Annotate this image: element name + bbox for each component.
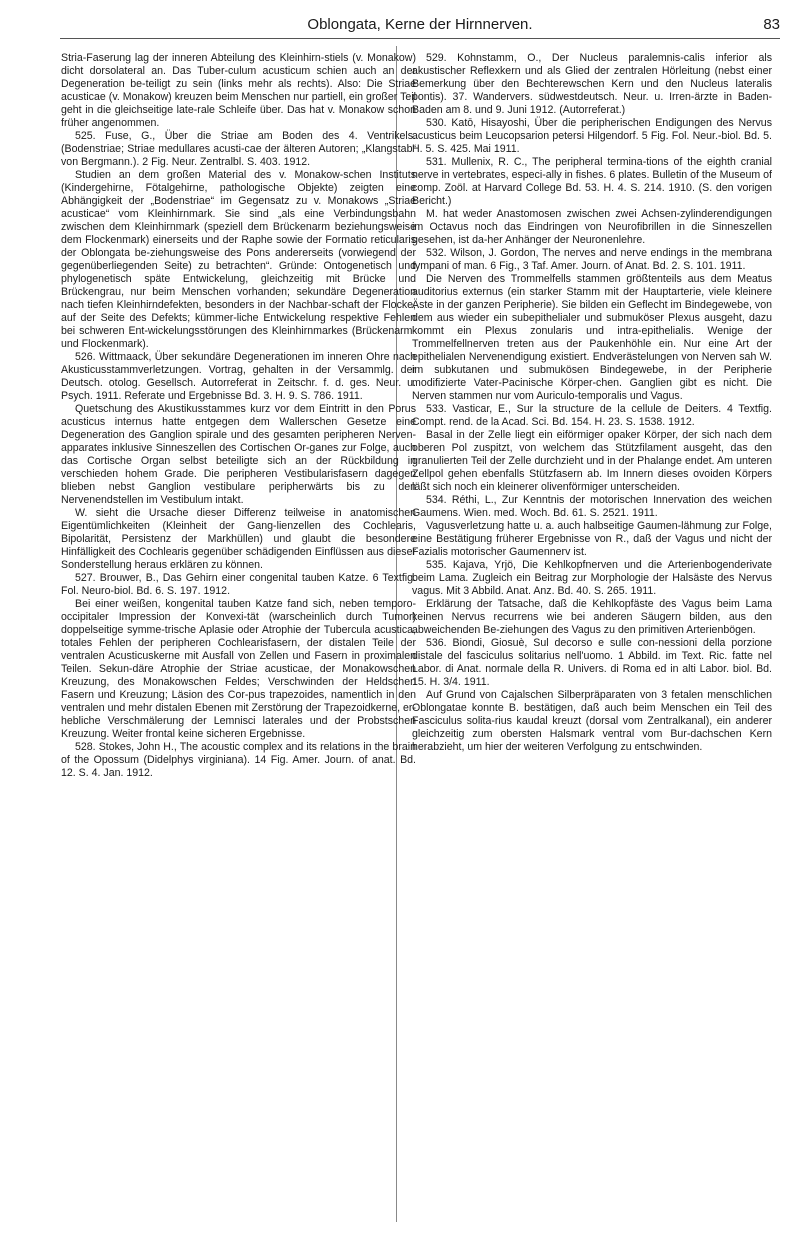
paragraph: Quetschung des Akustikusstammes kurz vor dem Eintritt in den Porus acusticus internus hatte entgegen dem Wallerschen Gesetze eine Degeneration des Ganglion spirale und des gesamten peripheren Nerven-apparates inklusive Sinneszellen des Cortischen Or-ganes zur Folge, auch das Cortische Organ selbst beteiligte sich an der Rückbildung in verschieden hohem Grade. Die peripheren Vestibularisfasern dagegen blieben nebst Ganglion vestibulare peripherwärts bis zu den Nervenendstellen im Vestibulum intakt. (61, 403, 416, 506)
paragraph: W. sieht die Ursache dieser Differenz teilweise in anatomischen Eigentümlichkeiten (Kleinheit der Gang-lienzellen des Cochlearis, Bipolarität, Persistenz der Markhüllen) und glaubt die besondere Hinfälligkeit des Cochlearis gegenüber schädigenden Einflüssen aus dieser Sonderstellung heraus erklären zu können. (61, 507, 416, 571)
page-number: 83 (763, 16, 780, 33)
reference-entry: 533. Vasticar, E., Sur la structure de la cellule de Deiters. 4 Textfig. Compt. rend. de la Acad. Sci. Bd. 154. H. 23. S. 1538. 1912. (412, 403, 772, 428)
paragraph: Bei einer weißen, kongenital tauben Katze fand sich, neben temporo-occipitaler Impression der Konvexi-tät (warscheinlich durch Tumor) doppelseitige symme-trische Aplasie oder Atrophie der Tubercula acustica, totales Fehlen der peripheren Cochlearisfasern, der distalen Teile der ventralen Acusticuskerne mit Ausfall von Zellen und Fasern in proximalen Teilen. Sekun-däre Atrophie der Striae acusticae, der Monakowschen Kreuzung, des Monakowschen Feldes; Verschwinden der Heldschen Fasern und Kreuzung; Läsion des Cor-pus trapezoides, namentlich in den ventralen und mehr distalen Ebenen mit Zerstörung der Trapezoidkerne, er-hebliche Verschmälerung der Lemnisci laterales und der Probstschen Kreuzung. Weiter frontal keine sicheren Ergebnisse. (61, 598, 416, 740)
paragraph: Auf Grund von Cajalschen Silberpräparaten von 3 fetalen menschlichen Oblongatae konnte B. bestätigen, daß auch beim Menschen ein Teil des Fasciculus solita-rius kaudal kreuzt (dorsal vom Zentralkanal), ein anderer gleichzeitig zum obersten Halsmark ventral vom Bur-dachschen Kern herabzieht, um hier der weiteren Verfolgung zu entschwinden. (412, 689, 772, 753)
paragraph: M. hat weder Anastomosen zwischen zwei Achsen-zylinderendigungen im Octavus noch das Eindringen von Neurofibrillen in die Sinneszellen gesehen, ist da-her Anhänger der Neuronenlehre. (412, 208, 772, 246)
reference-entry: 526. Wittmaack, Über sekundäre Degenerationen im inneren Ohre nach Akusticusstammverletzungen. Vortrag, gehalten in der Versammlg. der Deutsch. otolog. Gesellsch. Autorreferat in Zeitschr. f. d. ges. Neur. u. Psych. 1911. Referate und Ergebnisse Bd. 3. H. 9. S. 786. 1911. (61, 351, 416, 402)
reference-entry: 525. Fuse, G., Über die Striae am Boden des 4. Ventrikels. (Bodenstriae; Striae medullares acusti-cae der älteren Autoren; „Klangstab“ von Bergmann.). 2 Fig. Neur. Zentralbl. S. 403. 1912. (61, 130, 416, 168)
reference-entry: 530. Katō, Hisayoshi, Über die peripherischen Endigungen des Nervus acusticus beim Leucopsarion petersi Hilgendorf. 5 Fig. Fol. Neur.-biol. Bd. 5. H. 5. S. 425. Mai 1911. (412, 117, 772, 155)
running-title: Oblongata, Kerne der Hirnnerven. (307, 16, 533, 33)
reference-entry: 532. Wilson, J. Gordon, The nerves and nerve endings in the membrana tympani of man. 6 Fig., 3 Taf. Amer. Journ. of Anat. Bd. 2. S. 101. 1911. (412, 247, 772, 272)
reference-entry: 527. Brouwer, B., Das Gehirn einer congenital tauben Katze. 6 Textfig. Fol. Neuro-biol. Bd. 6. S. 197. 1912. (61, 572, 416, 597)
paragraph: Basal in der Zelle liegt ein eiförmiger opaker Körper, der sich nach dem oberen Pol zuspitzt, von welchem das Stützfilament ausgeht, das den granulierten Teil der Zelle durchzieht und in der Phalange endet. Am unteren Zellpol gehen ebenfalls Stützfasern ab. Im Innern dieses ovoiden Körpers läßt sich noch ein kleinerer olivenförmiger unterscheiden. (412, 429, 772, 493)
reference-entry: 528. Stokes, John H., The acoustic complex and its relations in the brain of the Opossum (Didelphys virginiana). 14 Fig. Amer. Journ. of anat. Bd. 12. S. 4. Jan. 1912. (61, 741, 416, 779)
reference-entry: 536. Biondi, Giosuè, Sul decorso e sulle con-nessioni della porzione distale del fasciculus solitarius nell'uomo. 1 Abbild. im Text. Ric. fatte nel Labor. di Anat. normale della R. Univers. di Roma ed in alti Labor. biol. Bd. 15. H. 3/4. 1911. (412, 637, 772, 688)
reference-entry: 531. Mullenix, R. C., The peripheral termina-tions of the eighth cranial nerve in vertebrates, especi-ally in fishes. 6 plates. Bulletin of the Museum of comp. Zoöl. at Harvard College Bd. 53. H. 4. S. 214. 1910. (S. den vorigen Bericht.) (412, 156, 772, 207)
reference-entry: 534. Réthi, L., Zur Kenntnis der motorischen Innervation des weichen Gaumens. Wien. med. Woch. Bd. 61. S. 2521. 1911. (412, 494, 772, 519)
header-rule (60, 38, 780, 39)
right-column (412, 52, 772, 754)
running-header (60, 14, 780, 38)
paragraph: Stria-Faserung lag der inneren Abteilung des Kleinhirn-stiels (v. Monakow) dicht dorsolateral an. Das Tuber-culum acusticum schien auch an der Degeneration be-teiligt zu sein (links mehr als rechts). Also: Die Striae acusticae (v. Monakow) kreuzen beim Menschen nur partiell, ein großer Teil geht in die gleichseitige late-rale Schleife über. Das hat v. Monakow schon früher angenommen. (61, 52, 416, 129)
paragraph: Die Nerven des Trommelfells stammen größtenteils aus dem Meatus auditorius externus (ein starker Stamm mit der Hauptarterie, viele kleinere Äste in der ganzen Peripherie). Sie bilden ein Geflecht im Bindegewebe, von dem aus wieder ein subepithelialer und submuköser Plexus ausgeht, dazu kommt ein Plexus zonularis und intra-epithelialis. Wenige der Trommelfellnerven treten aus der Paukenhöhle ein. Nur eine Art der epithelialen Nervenendigung existiert. Endverästelungen von Nerven sah W. im subkutanen und submukösen Bindegewebe, in der Peripherie modifizierte Vater-Pacinische Körper-chen. Ganglien gibt es nicht. Die Nerven stammen nur vom Auriculo-temporalis und Vagus. (412, 273, 772, 402)
paragraph: Vagusverletzung hatte u. a. auch halbseitige Gaumen-lähmung zur Folge, eine Bestätigung früherer Ergebnisse von R., daß der Vagus und nicht der Fazialis motorischer Gaumennerv ist. (412, 520, 772, 558)
left-column (61, 52, 416, 780)
reference-entry: 535. Kajava, Yrjö, Die Kehlkopfnerven und die Arterienbogenderivate beim Lama. Zugleich ein Beitrag zur Morphologie der Halsäste des Nervus vagus. Mit 3 Abbild. Anat. Anz. Bd. 40. S. 265. 1911. (412, 559, 772, 597)
paragraph: Erklärung der Tatsache, daß die Kehlkopfäste des Vagus beim Lama keinen Nervus recurrens wie bei anderen Säugern bilden, aus den abweichenden Be-ziehungen des Vagus zu den primitiven Arterienbögen. (412, 598, 772, 636)
paragraph: Studien an dem großen Material des v. Monakow-schen Instituts (Kindergehirne, Fötalgehirne, pathologische Objekte) zeigten eine Abhängigkeit der „Bodenstriae“ im Gegensatz zu v. Monakows „Striae acusticae“ vom Kleinhirnmark. Sie sind „als eine Verbindungsbahn zwischen dem Kleinhirnmark (speziell dem Brückenarm beziehungsweise dem Flockenmark) einerseits und der Raphe sowie der Formatio reticularis der Oblongata be-ziehungsweise des Pons andererseits (vorwiegend der gegenüberliegenden Seite) zu betrachten“. Gründe: Ontogenetisch und phylogenetisch späte Entwickelung, gleichzeitig mit Brücke und Brückengrau, nur beim Menschen vorhanden; sekundäre Degeneration nach tiefen Kleinhirndefekten, besonders in der Nachbar-schaft der Flocke, auf der Seite des Defekts; kümmer-liche Entwickelung respektive Fehlen bei schweren Ent-wickelungsstörungen des Kleinhirnmarkes (Brückenarm- und Flockenmark). (61, 169, 416, 350)
reference-entry: 529. Kohnstamm, O., Der Nucleus paralemnis-calis inferior als akustischer Reflexkern und als Glied der zentralen Hörleitung (nebst einer Bemerkung über den Bechterewschen Kern und den Nucleus lateralis pontis). 37. Wandervers. südwestdeutsch. Neur. u. Irren-ärzte in Baden-Baden am 8. und 9. Juni 1912. (Autorreferat.) (412, 52, 772, 116)
